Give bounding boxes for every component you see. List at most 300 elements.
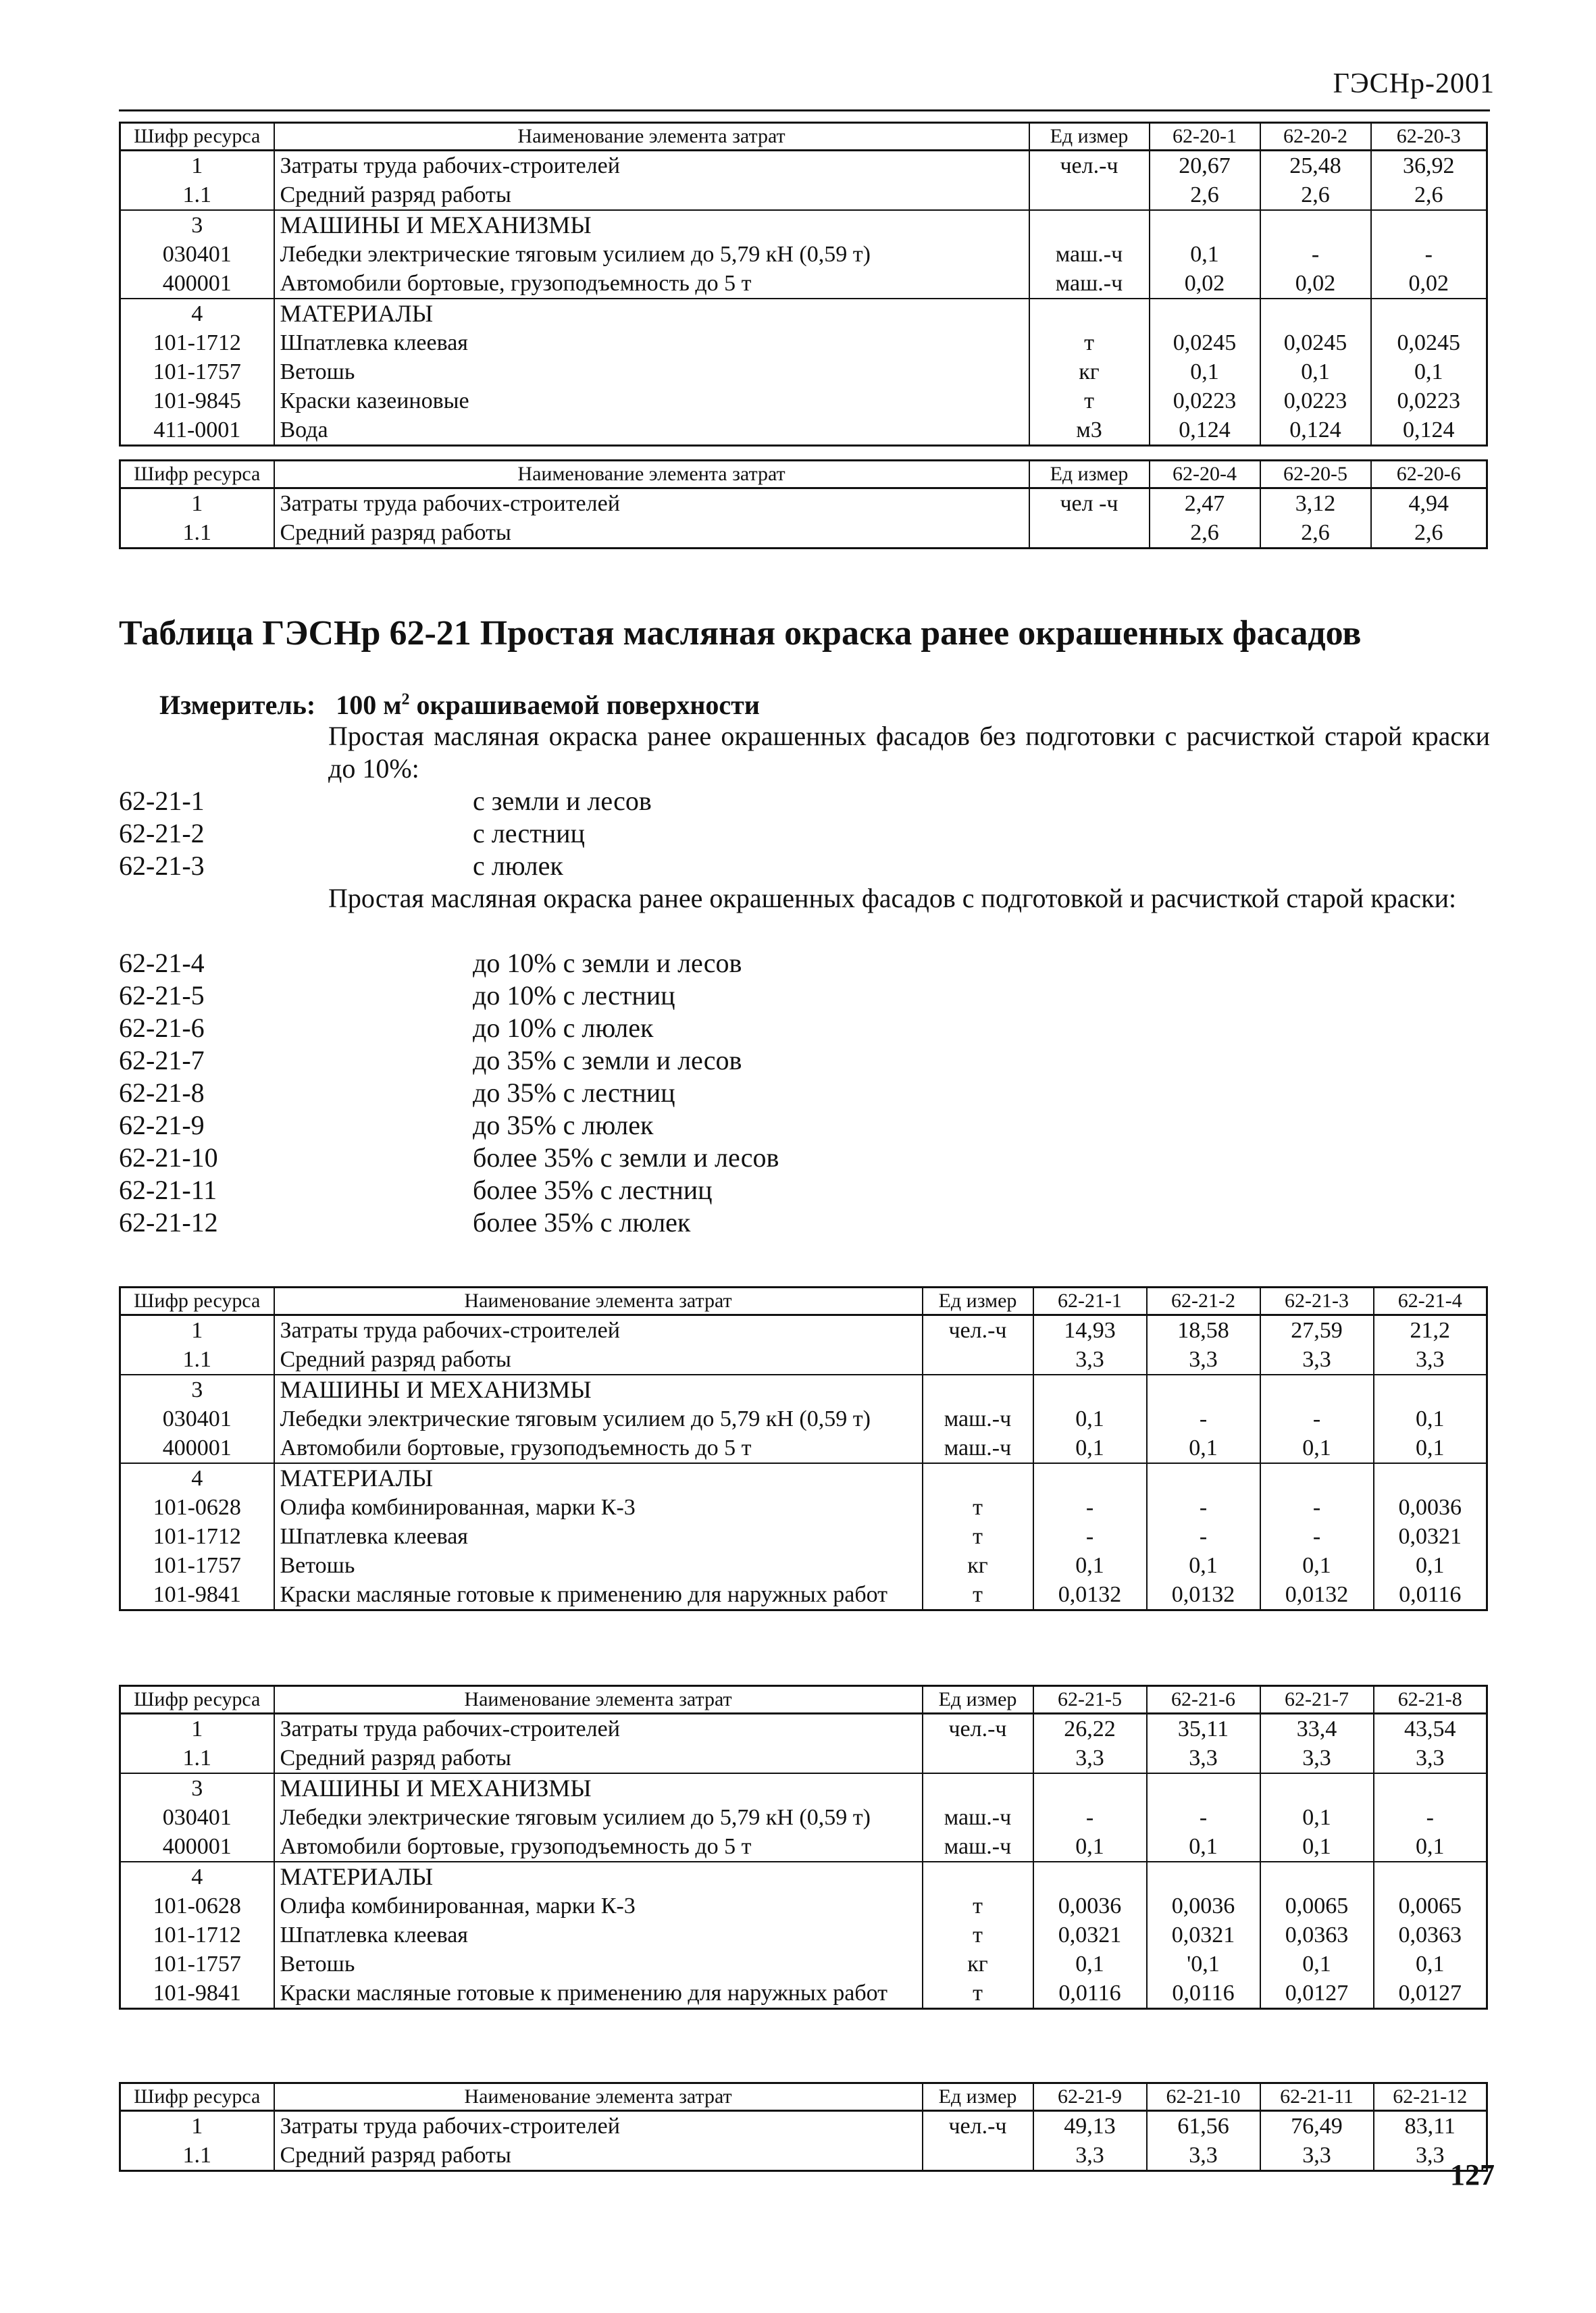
- norm-value: 0,0245: [1150, 328, 1260, 357]
- norm-value: 2,6: [1371, 180, 1487, 210]
- resource-table-62-21-a: [119, 1286, 1488, 1611]
- norm-value: 0,1: [1150, 357, 1260, 386]
- table-row: [120, 210, 1487, 240]
- resource-code: 1: [120, 2111, 274, 2141]
- norm-value: 0,0132: [1260, 1580, 1374, 1610]
- table-row: [120, 1979, 1487, 2009]
- norm-value: [1147, 1375, 1260, 1404]
- norm-value: 0,02: [1371, 269, 1487, 299]
- norm-value: 3,3: [1147, 1744, 1260, 1773]
- column-header: Шифр ресурса: [120, 1686, 274, 1714]
- resource-name: Шпатлевка клеевая: [274, 1921, 923, 1950]
- unit: [923, 1375, 1033, 1404]
- resource-code: 101-9841: [120, 1580, 274, 1610]
- unit: [923, 1862, 1033, 1891]
- norm-value: 0,0065: [1374, 1891, 1487, 1921]
- table-row: [120, 1404, 1487, 1433]
- column-header: 62-21-1: [1033, 1288, 1147, 1315]
- resource-name: Шпатлевка клеевая: [274, 328, 1029, 357]
- unit: кг: [923, 1950, 1033, 1979]
- norm-value: 0,0245: [1260, 328, 1371, 357]
- column-header: Ед измер: [1029, 123, 1150, 151]
- work-text: с люлек: [473, 850, 563, 881]
- column-header: 62-21-5: [1033, 1686, 1147, 1714]
- norm-value: 0,0065: [1260, 1891, 1374, 1921]
- norm-value: [1260, 1773, 1374, 1803]
- unit: маш.-ч: [923, 1832, 1033, 1862]
- resource-code: 1.1: [120, 1345, 274, 1375]
- resource-name: МАТЕРИАЛЫ: [274, 299, 1029, 328]
- work-code: 62-21-1: [119, 786, 205, 816]
- resource-name: Ветошь: [274, 1950, 923, 1979]
- norm-value: [1147, 1463, 1260, 1493]
- list-item: [119, 1012, 1490, 1044]
- list-item: [119, 1109, 1490, 1142]
- resource-name: Средний разряд работы: [274, 1345, 923, 1375]
- resource-name: МАШИНЫ И МЕХАНИЗМЫ: [274, 210, 1029, 240]
- table-row: [120, 488, 1487, 519]
- column-header: 62-21-2: [1147, 1288, 1260, 1315]
- norm-value: 0,124: [1260, 415, 1371, 446]
- norm-value: -: [1147, 1522, 1260, 1551]
- resource-code: 400001: [120, 1433, 274, 1463]
- resource-name: Лебедки электрические тяговым усилием до 5,79 кН (0,59 т): [274, 1404, 923, 1433]
- column-header: 62-21-3: [1260, 1288, 1374, 1315]
- resource-code: 030401: [120, 1404, 274, 1433]
- resource-code: 411-0001: [120, 415, 274, 446]
- work-text: более 35% с люлек: [473, 1207, 691, 1238]
- resource-code: 1: [120, 151, 274, 181]
- norm-value: 3,3: [1033, 2141, 1147, 2171]
- norm-value: 2,47: [1150, 488, 1260, 519]
- norm-value: [1150, 299, 1260, 328]
- work-text: с земли и лесов: [473, 786, 652, 816]
- norm-value: 0,0223: [1260, 386, 1371, 415]
- resource-table-62-20-b: [119, 459, 1488, 549]
- unit: чел.-ч: [923, 2111, 1033, 2141]
- norm-value: 0,1: [1260, 1803, 1374, 1832]
- resource-name: Вода: [274, 415, 1029, 446]
- resource-table-62-21-c: [119, 2082, 1488, 2172]
- unit: т: [923, 1979, 1033, 2009]
- work-code: 62-21-7: [119, 1045, 205, 1075]
- norm-value: 3,3: [1147, 2141, 1260, 2171]
- resource-name: Автомобили бортовые, грузоподъемность до 5 т: [274, 1832, 923, 1862]
- list-item: [119, 817, 1490, 850]
- resource-code: 400001: [120, 269, 274, 299]
- unit: м3: [1029, 415, 1150, 446]
- norm-value: 18,58: [1147, 1315, 1260, 1346]
- resource-code: 1: [120, 1315, 274, 1346]
- resource-code: 101-1757: [120, 357, 274, 386]
- column-header: 62-20-1: [1150, 123, 1260, 151]
- header-rule: [119, 109, 1490, 111]
- norm-value: 0,124: [1150, 415, 1260, 446]
- norm-value: 27,59: [1260, 1315, 1374, 1346]
- work-code: 62-21-5: [119, 980, 205, 1011]
- norm-value: 4,94: [1371, 488, 1487, 519]
- norm-value: 0,1: [1033, 1404, 1147, 1433]
- norm-value: 3,3: [1374, 1744, 1487, 1773]
- unit: [923, 1744, 1033, 1773]
- norm-value: 83,11: [1374, 2111, 1487, 2141]
- table-row: [120, 328, 1487, 357]
- resource-name: Средний разряд работы: [274, 180, 1029, 210]
- list-item: [119, 850, 1490, 882]
- column-header: 62-20-6: [1371, 461, 1487, 488]
- norm-value: 0,0132: [1033, 1580, 1147, 1610]
- resource-name: Шпатлевка клеевая: [274, 1522, 923, 1551]
- norm-value: 3,3: [1147, 1345, 1260, 1375]
- norm-value: 43,54: [1374, 1714, 1487, 1744]
- unit: т: [923, 1522, 1033, 1551]
- norm-value: 0,0321: [1033, 1921, 1147, 1950]
- list-item: [119, 1044, 1490, 1077]
- resource-name: Затраты труда рабочих-строителей: [274, 488, 1029, 519]
- norm-value: 0,1: [1147, 1551, 1260, 1580]
- norm-value: 0,1: [1371, 357, 1487, 386]
- column-header: Шифр ресурса: [120, 1288, 274, 1315]
- norm-value: [1260, 299, 1371, 328]
- unit: т: [923, 1921, 1033, 1950]
- unit: кг: [923, 1551, 1033, 1580]
- norm-value: 0,0127: [1260, 1979, 1374, 2009]
- resource-code: 1: [120, 1714, 274, 1744]
- norm-value: 0,0363: [1260, 1921, 1374, 1950]
- resource-code: 101-9841: [120, 1979, 274, 2009]
- column-header: 62-20-2: [1260, 123, 1371, 151]
- norm-value: -: [1260, 1404, 1374, 1433]
- resource-name: Затраты труда рабочих-строителей: [274, 1315, 923, 1346]
- unit: маш.-ч: [923, 1404, 1033, 1433]
- unit: [923, 2141, 1033, 2171]
- column-header: 62-21-4: [1374, 1288, 1487, 1315]
- norm-value: 76,49: [1260, 2111, 1374, 2141]
- norm-value: [1260, 1463, 1374, 1493]
- resource-code: 3: [120, 210, 274, 240]
- unit: т: [923, 1891, 1033, 1921]
- unit: чел.-ч: [923, 1315, 1033, 1346]
- norm-value: 2,6: [1260, 518, 1371, 549]
- column-header: Шифр ресурса: [120, 461, 274, 488]
- norm-value: 3,3: [1374, 1345, 1487, 1375]
- norm-value: 33,4: [1260, 1714, 1374, 1744]
- table-row: [120, 1744, 1487, 1773]
- resource-name: Краски казеиновые: [274, 386, 1029, 415]
- norm-value: 0,0036: [1147, 1891, 1260, 1921]
- list-item: [119, 1142, 1490, 1174]
- work-code: 62-21-2: [119, 818, 205, 848]
- resource-name: Затраты труда рабочих-строителей: [274, 151, 1029, 181]
- work-code: 62-21-12: [119, 1207, 218, 1238]
- resource-name: Олифа комбинированная, марки К-3: [274, 1891, 923, 1921]
- table-row: [120, 1891, 1487, 1921]
- table-row: [120, 1493, 1487, 1522]
- norm-value: 3,3: [1033, 1744, 1147, 1773]
- norm-value: 0,1: [1150, 240, 1260, 269]
- resource-name: Олифа комбинированная, марки К-3: [274, 1493, 923, 1522]
- norm-value: '0,1: [1147, 1950, 1260, 1979]
- norm-value: [1147, 1773, 1260, 1803]
- norm-value: 0,1: [1260, 1832, 1374, 1862]
- norm-value: -: [1260, 1522, 1374, 1551]
- column-header: 62-21-10: [1147, 2083, 1260, 2111]
- column-header: Ед измер: [923, 1686, 1033, 1714]
- table-row: [120, 386, 1487, 415]
- norm-value: -: [1147, 1493, 1260, 1522]
- work-code: 62-21-3: [119, 850, 205, 881]
- norm-value: 2,6: [1371, 518, 1487, 549]
- norm-value: [1033, 1375, 1147, 1404]
- column-header: 62-20-5: [1260, 461, 1371, 488]
- resource-name: Ветошь: [274, 1551, 923, 1580]
- resource-code: 1.1: [120, 518, 274, 549]
- norm-value: 3,3: [1260, 1744, 1374, 1773]
- norm-value: 0,0036: [1374, 1493, 1487, 1522]
- work-list-2: [119, 947, 1490, 1239]
- norm-value: 0,1: [1147, 1832, 1260, 1862]
- table-row: [120, 1580, 1487, 1610]
- norm-value: -: [1374, 1803, 1487, 1832]
- column-header: Шифр ресурса: [120, 123, 274, 151]
- column-header: Ед измер: [923, 2083, 1033, 2111]
- unit: [1029, 180, 1150, 210]
- resource-code: 4: [120, 299, 274, 328]
- resource-table-62-20-a: [119, 122, 1488, 447]
- resource-code: 101-1712: [120, 1522, 274, 1551]
- column-header: 62-20-4: [1150, 461, 1260, 488]
- norm-value: [1371, 299, 1487, 328]
- table-row: [120, 2141, 1487, 2171]
- unit: [1029, 518, 1150, 549]
- column-header: 62-21-7: [1260, 1686, 1374, 1714]
- norm-value: -: [1147, 1803, 1260, 1832]
- norm-value: 2,6: [1150, 518, 1260, 549]
- resource-name: Средний разряд работы: [274, 1744, 923, 1773]
- work-text: более 35% с лестниц: [473, 1175, 713, 1205]
- unit: т: [1029, 328, 1150, 357]
- work-code: 62-21-8: [119, 1077, 205, 1108]
- resource-name: Краски масляные готовые к применению для наружных работ: [274, 1580, 923, 1610]
- table-row: [120, 2111, 1487, 2141]
- work-text: до 10% с лестниц: [473, 980, 675, 1011]
- work-code: 62-21-4: [119, 948, 205, 978]
- norm-value: 0,02: [1260, 269, 1371, 299]
- table-row: [120, 1773, 1487, 1803]
- norm-value: 0,0321: [1147, 1921, 1260, 1950]
- norm-value: 21,2: [1374, 1315, 1487, 1346]
- table-row: [120, 1803, 1487, 1832]
- list-item: [119, 1174, 1490, 1206]
- norm-value: [1260, 1862, 1374, 1891]
- norm-value: 2,6: [1150, 180, 1260, 210]
- norm-value: 3,3: [1374, 2141, 1487, 2171]
- work-text: с лестниц: [473, 818, 585, 848]
- resource-code: 101-1757: [120, 1551, 274, 1580]
- norm-value: 3,3: [1033, 1345, 1147, 1375]
- resource-name: МАТЕРИАЛЫ: [274, 1862, 923, 1891]
- work-text: до 10% с люлек: [473, 1013, 654, 1043]
- table-row: [120, 1375, 1487, 1404]
- norm-value: 3,3: [1260, 2141, 1374, 2171]
- unit: маш.-ч: [923, 1803, 1033, 1832]
- norm-value: 0,1: [1033, 1551, 1147, 1580]
- column-header: 62-21-11: [1260, 2083, 1374, 2111]
- work-text: до 10% с земли и лесов: [473, 948, 742, 978]
- unit: т: [923, 1493, 1033, 1522]
- norm-value: 0,0321: [1374, 1522, 1487, 1551]
- norm-value: [1033, 1773, 1147, 1803]
- work-code: 62-21-11: [119, 1175, 217, 1205]
- list-item: [119, 980, 1490, 1012]
- resource-code: 1.1: [120, 2141, 274, 2171]
- column-header: Ед измер: [1029, 461, 1150, 488]
- table-row: [120, 180, 1487, 210]
- column-header: 62-20-3: [1371, 123, 1487, 151]
- resource-name: Автомобили бортовые, грузоподъемность до 5 т: [274, 1433, 923, 1463]
- resource-code: 4: [120, 1862, 274, 1891]
- norm-value: 0,0223: [1371, 386, 1487, 415]
- norm-value: -: [1033, 1493, 1147, 1522]
- resource-name: Лебедки электрические тяговым усилием до 5,79 кН (0,59 т): [274, 240, 1029, 269]
- norm-value: -: [1033, 1803, 1147, 1832]
- work-text: более 35% с земли и лесов: [473, 1142, 779, 1173]
- norm-value: -: [1371, 240, 1487, 269]
- column-header: Наименование элемента затрат: [274, 1288, 923, 1315]
- resource-name: Затраты труда рабочих-строителей: [274, 1714, 923, 1744]
- work-text: до 35% с земли и лесов: [473, 1045, 742, 1075]
- norm-value: 0,1: [1374, 1433, 1487, 1463]
- table-row: [120, 1522, 1487, 1551]
- norm-value: 2,6: [1260, 180, 1371, 210]
- norm-value: 25,48: [1260, 151, 1371, 181]
- description-2: Простая масляная окраска ранее окрашенных фасадов с подготовкой и расчисткой старой краски:: [328, 883, 1457, 913]
- resource-code: 030401: [120, 240, 274, 269]
- norm-value: 0,1: [1260, 1551, 1374, 1580]
- table-row: [120, 518, 1487, 549]
- table-row: [120, 1345, 1487, 1375]
- page-number: 127: [1450, 2158, 1495, 2191]
- norm-value: 35,11: [1147, 1714, 1260, 1744]
- norm-value: 0,0116: [1147, 1979, 1260, 2009]
- work-code: 62-21-6: [119, 1013, 205, 1043]
- resource-code: 030401: [120, 1803, 274, 1832]
- description-1: Простая масляная окраска ранее окрашенных фасадов без подготовки с расчисткой старой краски до 10%:: [328, 721, 1490, 784]
- resource-name: МАТЕРИАЛЫ: [274, 1463, 923, 1493]
- resource-name: Ветошь: [274, 357, 1029, 386]
- column-header: Наименование элемента затрат: [274, 461, 1029, 488]
- table-row: [120, 1433, 1487, 1463]
- norm-value: 26,22: [1033, 1714, 1147, 1744]
- resource-code: 101-1757: [120, 1950, 274, 1979]
- norm-value: 61,56: [1147, 2111, 1260, 2141]
- table-row: [120, 299, 1487, 328]
- norm-value: [1033, 1463, 1147, 1493]
- running-header: ГЭСНр-2001: [1333, 68, 1495, 99]
- norm-value: 3,3: [1260, 1345, 1374, 1375]
- norm-value: -: [1260, 1493, 1374, 1522]
- resource-code: 3: [120, 1375, 274, 1404]
- list-item: [119, 947, 1490, 980]
- unit: [1029, 210, 1150, 240]
- norm-value: 0,1: [1260, 357, 1371, 386]
- resource-name: Средний разряд работы: [274, 518, 1029, 549]
- norm-value: 0,1: [1033, 1950, 1147, 1979]
- resource-code: 3: [120, 1773, 274, 1803]
- unit: маш.-ч: [1029, 240, 1150, 269]
- norm-value: [1374, 1862, 1487, 1891]
- table-row: [120, 1832, 1487, 1862]
- norm-value: 0,02: [1150, 269, 1260, 299]
- resource-code: 1.1: [120, 180, 274, 210]
- column-header: 62-21-6: [1147, 1686, 1260, 1714]
- norm-value: [1374, 1773, 1487, 1803]
- table-row: [120, 269, 1487, 299]
- table-row: [120, 1315, 1487, 1346]
- norm-value: 0,0363: [1374, 1921, 1487, 1950]
- norm-value: 0,1: [1374, 1832, 1487, 1862]
- norm-value: -: [1033, 1522, 1147, 1551]
- resource-code: 101-0628: [120, 1891, 274, 1921]
- resource-code: 101-9845: [120, 386, 274, 415]
- work-code: 62-21-10: [119, 1142, 218, 1173]
- norm-value: [1260, 1375, 1374, 1404]
- norm-value: 0,1: [1260, 1950, 1374, 1979]
- resource-name: МАШИНЫ И МЕХАНИЗМЫ: [274, 1773, 923, 1803]
- norm-value: 36,92: [1371, 151, 1487, 181]
- unit: [923, 1773, 1033, 1803]
- norm-value: 3,12: [1260, 488, 1371, 519]
- table-row: [120, 415, 1487, 446]
- norm-value: 0,1: [1374, 1551, 1487, 1580]
- norm-value: -: [1147, 1404, 1260, 1433]
- norm-value: 0,0132: [1147, 1580, 1260, 1610]
- norm-value: 0,0116: [1374, 1580, 1487, 1610]
- unit: маш.-ч: [1029, 269, 1150, 299]
- norm-value: 0,0036: [1033, 1891, 1147, 1921]
- resource-name: Автомобили бортовые, грузоподъемность до 5 т: [274, 269, 1029, 299]
- norm-value: 0,1: [1374, 1404, 1487, 1433]
- norm-value: 14,93: [1033, 1315, 1147, 1346]
- work-list-1: [119, 785, 1490, 882]
- column-header: Наименование элемента затрат: [274, 2083, 923, 2111]
- norm-value: 0,1: [1033, 1433, 1147, 1463]
- unit: [923, 1345, 1033, 1375]
- work-text: до 35% с люлек: [473, 1110, 654, 1140]
- table-row: [120, 1551, 1487, 1580]
- unit: кг: [1029, 357, 1150, 386]
- table-row: [120, 151, 1487, 181]
- list-item: [119, 785, 1490, 817]
- column-header: Наименование элемента затрат: [274, 1686, 923, 1714]
- table-row: [120, 1714, 1487, 1744]
- norm-value: [1371, 210, 1487, 240]
- norm-value: [1374, 1463, 1487, 1493]
- column-header: Ед измер: [923, 1288, 1033, 1315]
- table-row: [120, 1862, 1487, 1891]
- norm-value: [1150, 210, 1260, 240]
- unit: [923, 1463, 1033, 1493]
- resource-code: 1: [120, 488, 274, 519]
- column-header: 62-21-12: [1374, 2083, 1487, 2111]
- resource-table-62-21-b: [119, 1685, 1488, 2010]
- norm-value: 0,0127: [1374, 1979, 1487, 2009]
- norm-value: 0,0245: [1371, 328, 1487, 357]
- resource-code: 400001: [120, 1832, 274, 1862]
- norm-value: [1260, 210, 1371, 240]
- measurer-label: Измеритель:: [159, 690, 316, 720]
- unit: т: [1029, 386, 1150, 415]
